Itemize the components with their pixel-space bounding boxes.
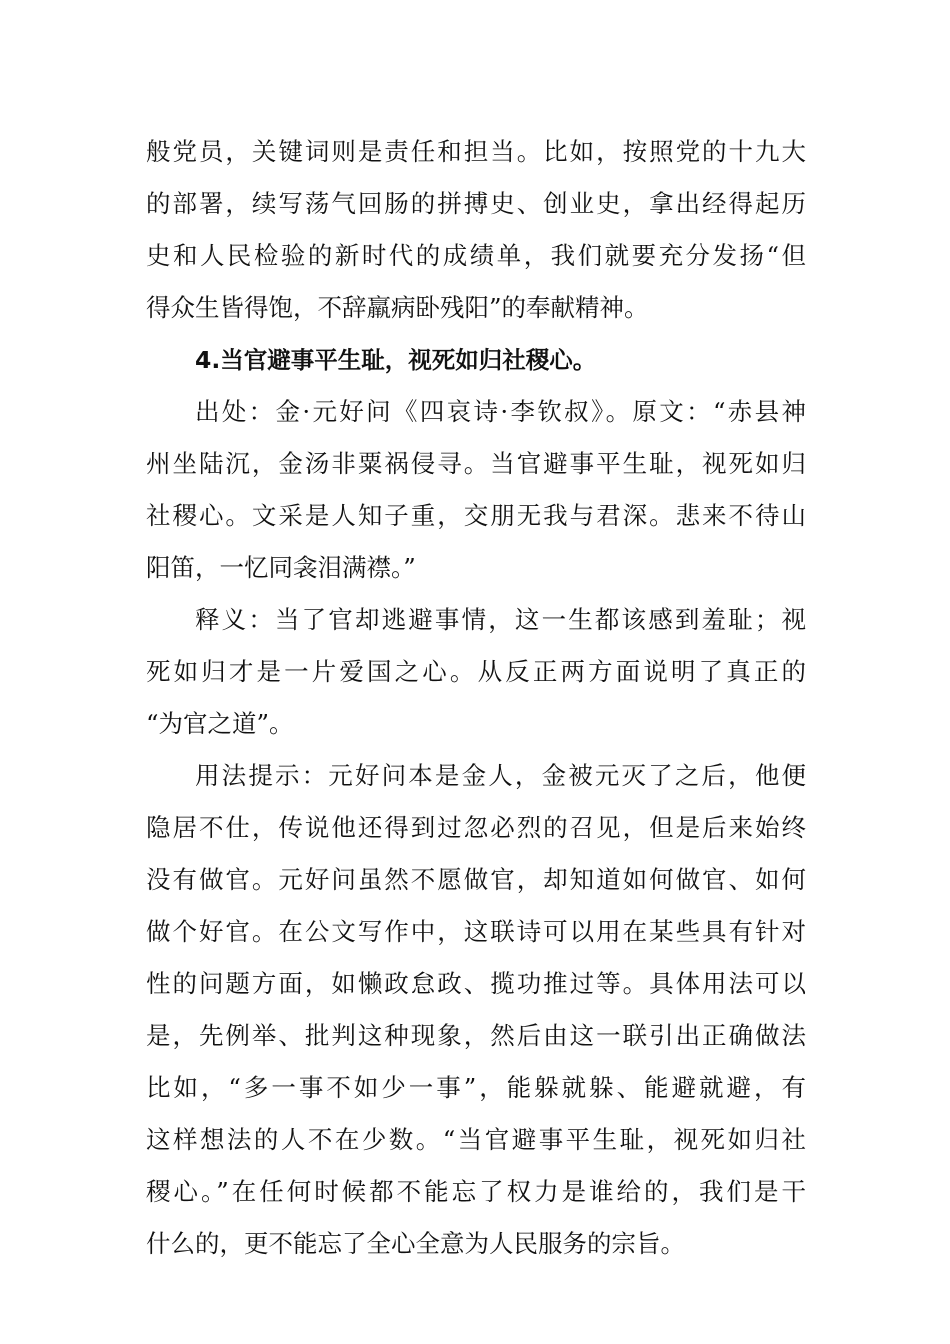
- text-line: 做个好官。在公文写作中，这联诗可以用在某些具有针对: [146, 917, 806, 946]
- text-line: 比如，“多一事不如少一事”，能躲就躲、能避就避，有: [146, 1073, 806, 1102]
- text-line: 释义：当了官却逃避事情，这一生都该感到羞耻；视: [195, 605, 806, 634]
- text-line: 州坐陆沉，金汤非粟祸侵寻。当官避事平生耻，视死如归: [146, 449, 806, 478]
- text-line: 史和人民检验的新时代的成绩单，我们就要充分发扬“但: [146, 241, 806, 270]
- text-line: 社稷心。文采是人知子重，交朋无我与君深。悲来不待山: [146, 501, 806, 530]
- text-line: 死如归才是一片爱国之心。从反正两方面说明了真正的: [146, 657, 806, 686]
- text-line: 是，先例举、批判这种现象，然后由这一联引出正确做法: [146, 1021, 806, 1050]
- text-line: 得众生皆得饱，不辞羸病卧残阳”的奉献精神。: [146, 293, 649, 322]
- text-line: 隐居不仕，传说他还得到过忽必烈的召见，但是后来始终: [146, 813, 806, 842]
- section-heading: 4.当官避事平生耻，视死如归社稷心。: [195, 346, 597, 374]
- text-line: 没有做官。元好问虽然不愿做官，却知道如何做官、如何: [146, 865, 806, 894]
- text-line: “为官之道”。: [146, 709, 294, 738]
- text-line: 阳笛，一忆同衾泪满襟。”: [146, 553, 416, 582]
- text-line: 般党员，关键词则是责任和担当。比如，按照党的十九大: [146, 137, 806, 166]
- text-line: 的部署，续写荡气回肠的拼搏史、创业史，拿出经得起历: [146, 189, 806, 218]
- text-line: 这样想法的人不在少数。“当官避事平生耻，视死如归社: [146, 1125, 806, 1154]
- text-line: 性的问题方面，如懒政怠政、揽功推过等。具体用法可以: [146, 969, 806, 998]
- text-line: 什么的，更不能忘了全心全意为人民服务的宗旨。: [146, 1229, 685, 1258]
- text-line: 用法提示：元好问本是金人，金被元灭了之后，他便: [195, 761, 806, 790]
- text-line: 出处：金·元好问《四哀诗·李钦叔》。原文：“赤县神: [195, 397, 806, 426]
- text-line: 稷心。”在任何时候都不能忘了权力是谁给的，我们是干: [146, 1177, 806, 1206]
- document-body: [146, 126, 806, 1270]
